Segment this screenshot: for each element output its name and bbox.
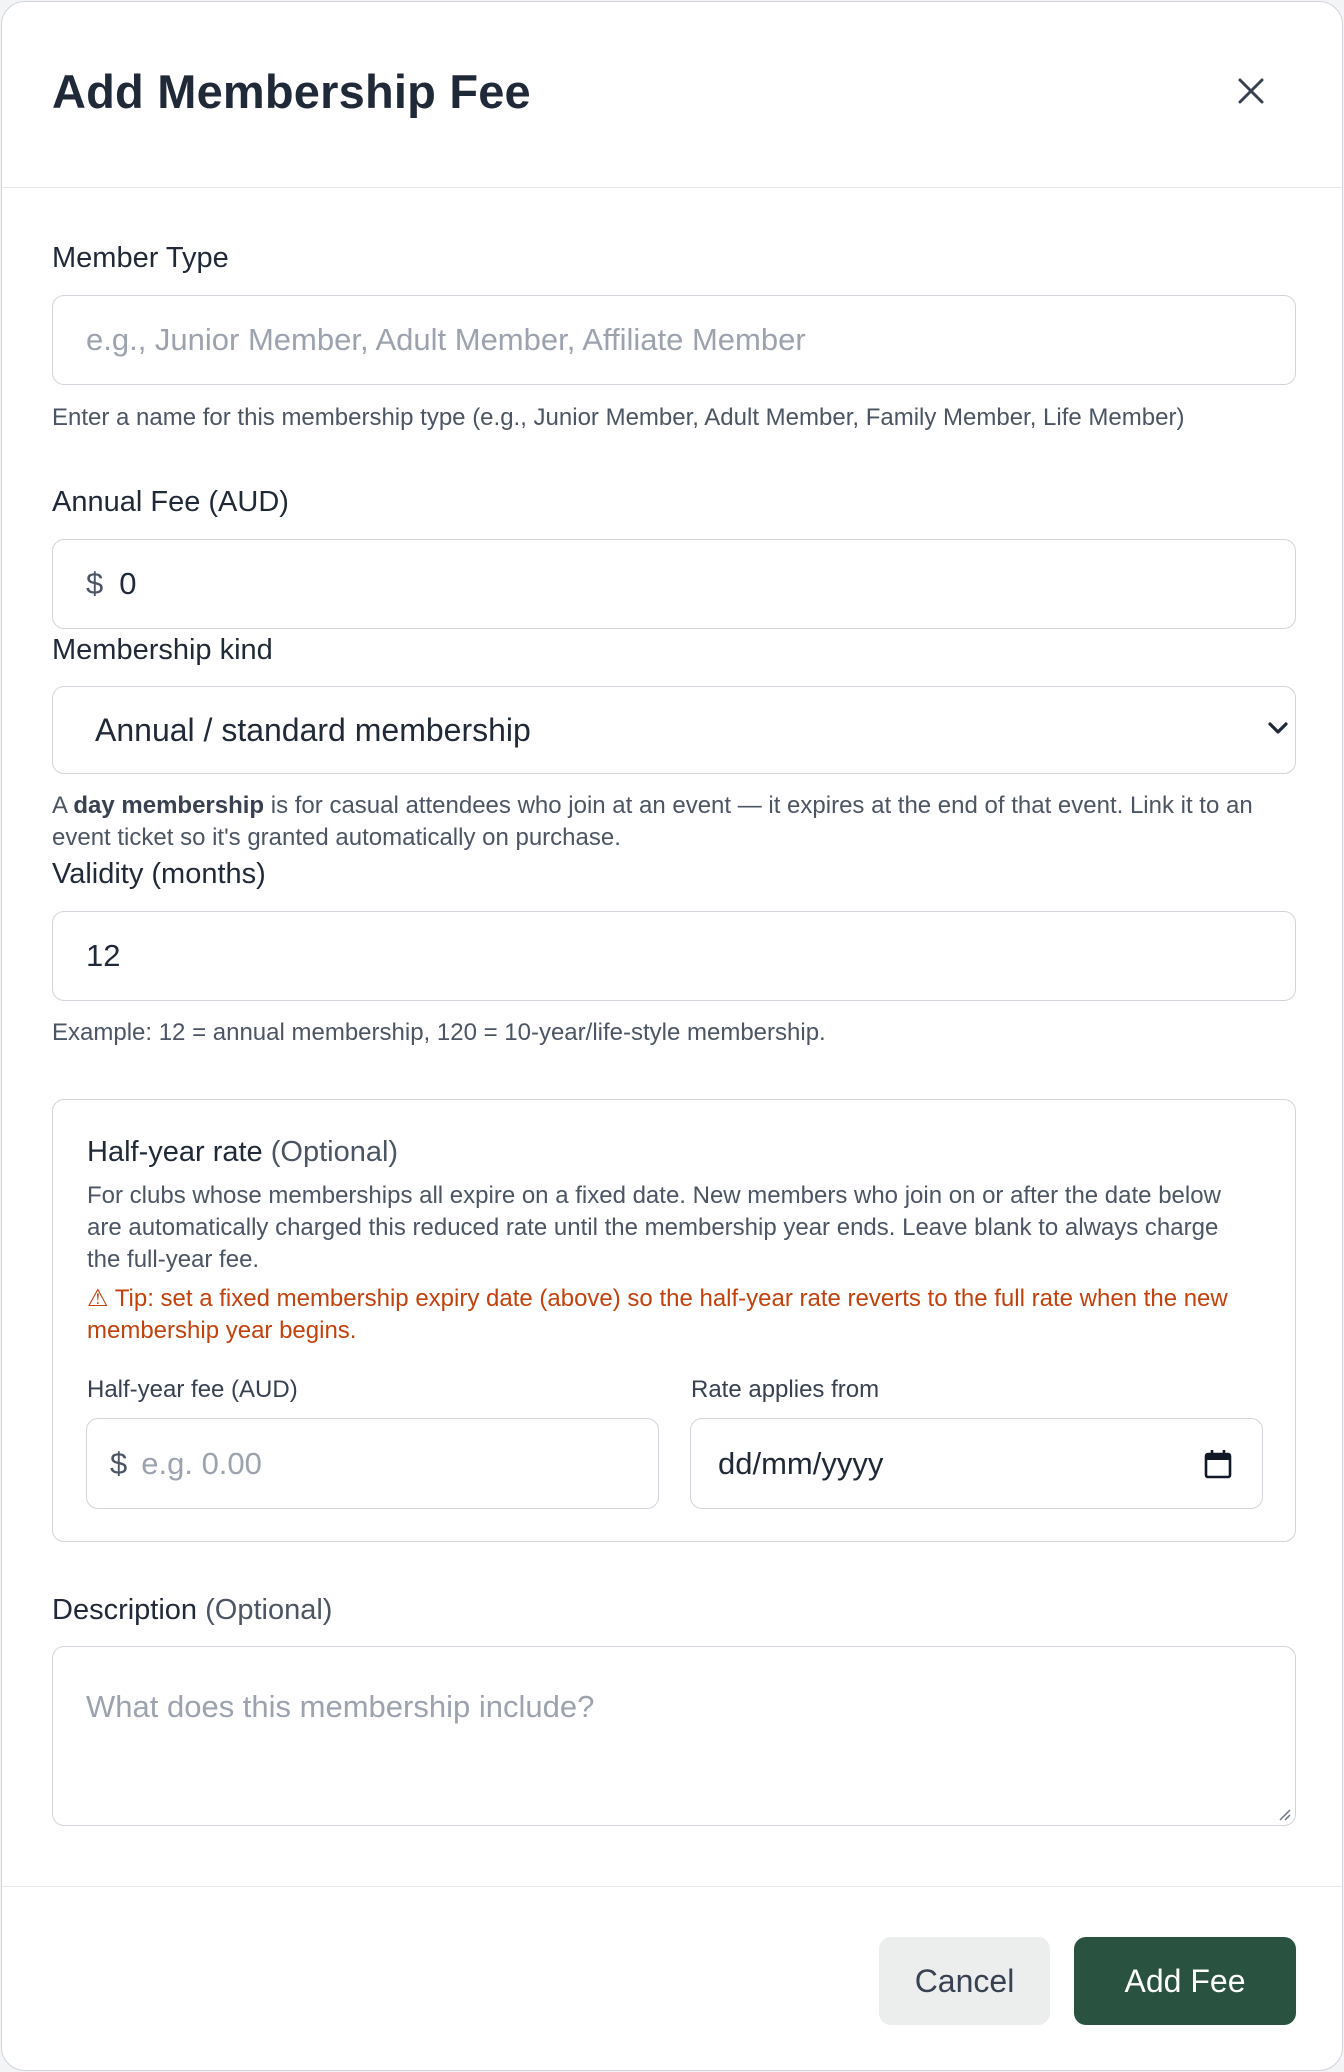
member-type-input[interactable] (52, 295, 1296, 385)
close-icon (1236, 76, 1266, 106)
member-type-placeholder: e.g., Junior Member, Adult Member, Affiliate Member (86, 322, 806, 357)
membership-kind-selected: Annual / standard membership (95, 711, 531, 748)
close-button[interactable] (1228, 68, 1274, 114)
half-year-title: Half-year rate (Optional) (87, 1136, 399, 1168)
calendar-icon[interactable] (1204, 1449, 1232, 1479)
member-type-label: Member Type (52, 242, 229, 274)
validity-help: Example: 12 = annual membership, 120 = 10-year/life-style membership. (52, 1019, 826, 1046)
description-label: Description (Optional) (52, 1594, 333, 1626)
validity-label: Validity (months) (52, 858, 266, 890)
currency-symbol: $ (110, 1445, 128, 1481)
half-year-description: For clubs whose memberships all expire on a fixed date. New members who join on or after the date below are automatically charged this reduced rate until the membership year ends. Leave blank to always charge the full-year fee. (87, 1182, 1221, 1273)
optional-tag: (Optional) (270, 1136, 399, 1168)
annual-fee-value: 0 (119, 566, 137, 601)
annual-fee-input[interactable] (52, 539, 1296, 629)
rate-applies-from-label: Rate applies from (691, 1376, 880, 1403)
add-fee-button[interactable]: Add Fee (1074, 1937, 1296, 2025)
half-year-fee-placeholder: e.g. 0.00 (141, 1445, 262, 1481)
cancel-button[interactable]: Cancel (879, 1937, 1050, 2025)
day-membership-term: day membership (73, 792, 265, 819)
membership-kind-select[interactable] (52, 686, 1296, 774)
membership-kind-help: A day membership is for casual attendees who join at an event — it expires at the end of that event. Link it to an event ticket so it's granted automatically on purchase. (52, 792, 1253, 851)
half-year-fee-label: Half-year fee (AUD) (87, 1376, 298, 1403)
modal-footer (2, 1886, 1342, 2071)
validity-value: 12 (86, 938, 121, 973)
description-placeholder: What does this membership include? (86, 1689, 595, 1724)
currency-symbol: $ (86, 566, 104, 601)
half-year-fee-input[interactable] (86, 1418, 659, 1509)
optional-tag: (Optional) (205, 1594, 333, 1626)
membership-kind-label: Membership kind (52, 634, 273, 666)
rate-applies-from-date-input[interactable] (690, 1418, 1263, 1509)
member-type-help: Enter a name for this membership type (e.g., Junior Member, Adult Member, Family Member, Life Member) (52, 404, 1185, 431)
annual-fee-label: Annual Fee (AUD) (52, 486, 289, 518)
half-year-rate-panel (52, 1099, 1296, 1542)
date-placeholder: dd/mm/yyyy (718, 1445, 884, 1481)
chevron-down-icon (1265, 715, 1291, 741)
validity-input[interactable] (52, 911, 1296, 1001)
half-year-tip: ⚠ Tip: set a fixed membership expiry date (above) so the half-year rate reverts to the full rate when the new membership year begins. (87, 1285, 1228, 1344)
description-textarea[interactable] (52, 1646, 1296, 1826)
modal-header (2, 2, 1342, 188)
add-membership-fee-modal (1, 1, 1343, 2071)
resize-handle-icon[interactable] (1276, 1806, 1292, 1822)
modal-title: Add Membership Fee (52, 65, 531, 118)
